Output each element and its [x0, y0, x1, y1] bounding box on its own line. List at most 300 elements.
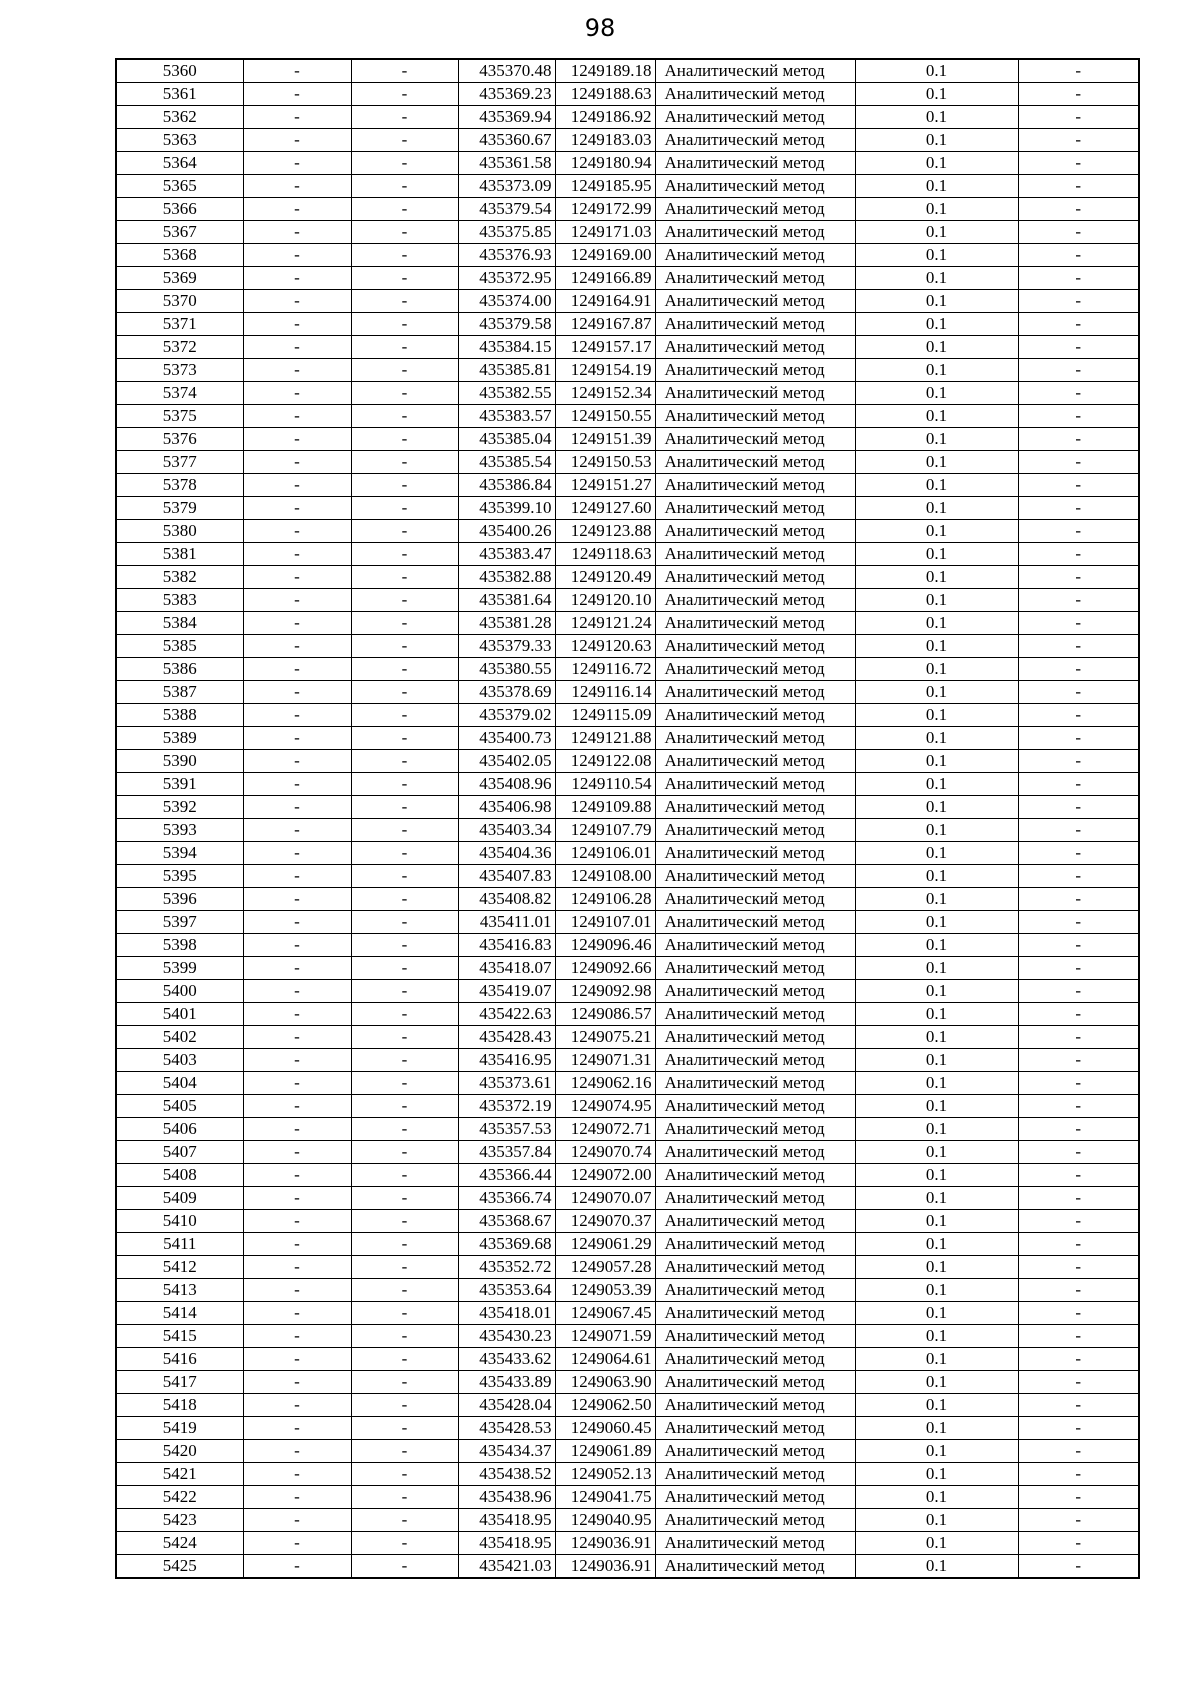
point-number-cell: 5402	[116, 1026, 243, 1049]
point-number-cell: 5412	[116, 1256, 243, 1279]
y-coordinate-cell: 1249063.90	[555, 1371, 655, 1394]
dash-cell: -	[1018, 819, 1139, 842]
accuracy-cell: 0.1	[855, 934, 1018, 957]
accuracy-cell: 0.1	[855, 359, 1018, 382]
dash-cell: -	[351, 1049, 458, 1072]
table-row	[116, 911, 1139, 934]
point-number-cell: 5384	[116, 612, 243, 635]
x-coordinate-cell: 435434.37	[458, 1440, 555, 1463]
point-number-cell: 5396	[116, 888, 243, 911]
y-coordinate-cell: 1249061.89	[555, 1440, 655, 1463]
accuracy-cell: 0.1	[855, 1555, 1018, 1579]
dash-cell: -	[1018, 83, 1139, 106]
dash-cell: -	[351, 59, 458, 83]
point-number-cell: 5386	[116, 658, 243, 681]
accuracy-cell: 0.1	[855, 1440, 1018, 1463]
dash-cell: -	[351, 267, 458, 290]
table-row	[116, 888, 1139, 911]
dash-cell: -	[1018, 244, 1139, 267]
x-coordinate-cell: 435402.05	[458, 750, 555, 773]
table-row	[116, 980, 1139, 1003]
dash-cell: -	[1018, 1440, 1139, 1463]
y-coordinate-cell: 1249107.01	[555, 911, 655, 934]
dash-cell: -	[243, 980, 351, 1003]
method-cell: Аналитический метод	[655, 681, 855, 704]
dash-cell: -	[1018, 1233, 1139, 1256]
y-coordinate-cell: 1249120.63	[555, 635, 655, 658]
table-row	[116, 1141, 1139, 1164]
table-row	[116, 957, 1139, 980]
table-row	[116, 1509, 1139, 1532]
method-cell: Аналитический метод	[655, 1003, 855, 1026]
accuracy-cell: 0.1	[855, 1486, 1018, 1509]
dash-cell: -	[1018, 842, 1139, 865]
method-cell: Аналитический метод	[655, 359, 855, 382]
x-coordinate-cell: 435385.54	[458, 451, 555, 474]
dash-cell: -	[1018, 1532, 1139, 1555]
dash-cell: -	[351, 819, 458, 842]
method-cell: Аналитический метод	[655, 1394, 855, 1417]
accuracy-cell: 0.1	[855, 152, 1018, 175]
x-coordinate-cell: 435373.09	[458, 175, 555, 198]
x-coordinate-cell: 435411.01	[458, 911, 555, 934]
point-number-cell: 5415	[116, 1325, 243, 1348]
y-coordinate-cell: 1249164.91	[555, 290, 655, 313]
dash-cell: -	[1018, 1187, 1139, 1210]
y-coordinate-cell: 1249150.55	[555, 405, 655, 428]
accuracy-cell: 0.1	[855, 83, 1018, 106]
table-row	[116, 175, 1139, 198]
table-row	[116, 1003, 1139, 1026]
dash-cell: -	[1018, 313, 1139, 336]
method-cell: Аналитический метод	[655, 1049, 855, 1072]
dash-cell: -	[243, 612, 351, 635]
table-row	[116, 83, 1139, 106]
dash-cell: -	[243, 428, 351, 451]
dash-cell: -	[1018, 129, 1139, 152]
table-row	[116, 934, 1139, 957]
method-cell: Аналитический метод	[655, 1141, 855, 1164]
x-coordinate-cell: 435433.89	[458, 1371, 555, 1394]
table-row	[116, 1325, 1139, 1348]
x-coordinate-cell: 435403.34	[458, 819, 555, 842]
dash-cell: -	[1018, 474, 1139, 497]
method-cell: Аналитический метод	[655, 543, 855, 566]
table-row	[116, 313, 1139, 336]
point-number-cell: 5408	[116, 1164, 243, 1187]
dash-cell: -	[243, 313, 351, 336]
dash-cell: -	[1018, 152, 1139, 175]
dash-cell: -	[351, 1233, 458, 1256]
dash-cell: -	[1018, 980, 1139, 1003]
dash-cell: -	[243, 1463, 351, 1486]
y-coordinate-cell: 1249115.09	[555, 704, 655, 727]
x-coordinate-cell: 435399.10	[458, 497, 555, 520]
dash-cell: -	[243, 244, 351, 267]
dash-cell: -	[351, 796, 458, 819]
point-number-cell: 5375	[116, 405, 243, 428]
y-coordinate-cell: 1249092.66	[555, 957, 655, 980]
dash-cell: -	[351, 911, 458, 934]
accuracy-cell: 0.1	[855, 129, 1018, 152]
dash-cell: -	[351, 1095, 458, 1118]
y-coordinate-cell: 1249075.21	[555, 1026, 655, 1049]
dash-cell: -	[1018, 1509, 1139, 1532]
dash-cell: -	[1018, 888, 1139, 911]
point-number-cell: 5380	[116, 520, 243, 543]
dash-cell: -	[351, 428, 458, 451]
dash-cell: -	[1018, 428, 1139, 451]
dash-cell: -	[1018, 1256, 1139, 1279]
x-coordinate-cell: 435433.62	[458, 1348, 555, 1371]
dash-cell: -	[351, 405, 458, 428]
y-coordinate-cell: 1249186.92	[555, 106, 655, 129]
x-coordinate-cell: 435421.03	[458, 1555, 555, 1579]
method-cell: Аналитический метод	[655, 313, 855, 336]
dash-cell: -	[243, 1417, 351, 1440]
point-number-cell: 5366	[116, 198, 243, 221]
dash-cell: -	[351, 1348, 458, 1371]
dash-cell: -	[243, 359, 351, 382]
dash-cell: -	[1018, 543, 1139, 566]
dash-cell: -	[1018, 359, 1139, 382]
dash-cell: -	[243, 1072, 351, 1095]
dash-cell: -	[243, 1325, 351, 1348]
method-cell: Аналитический метод	[655, 152, 855, 175]
point-number-cell: 5376	[116, 428, 243, 451]
method-cell: Аналитический метод	[655, 1555, 855, 1579]
x-coordinate-cell: 435428.53	[458, 1417, 555, 1440]
dash-cell: -	[1018, 1279, 1139, 1302]
accuracy-cell: 0.1	[855, 520, 1018, 543]
y-coordinate-cell: 1249086.57	[555, 1003, 655, 1026]
point-number-cell: 5389	[116, 727, 243, 750]
method-cell: Аналитический метод	[655, 911, 855, 934]
point-number-cell: 5364	[116, 152, 243, 175]
point-number-cell: 5398	[116, 934, 243, 957]
y-coordinate-cell: 1249180.94	[555, 152, 655, 175]
table-row	[116, 152, 1139, 175]
dash-cell: -	[351, 497, 458, 520]
y-coordinate-cell: 1249151.39	[555, 428, 655, 451]
method-cell: Аналитический метод	[655, 865, 855, 888]
x-coordinate-cell: 435372.19	[458, 1095, 555, 1118]
accuracy-cell: 0.1	[855, 727, 1018, 750]
table-row	[116, 635, 1139, 658]
dash-cell: -	[351, 175, 458, 198]
accuracy-cell: 0.1	[855, 106, 1018, 129]
dash-cell: -	[1018, 911, 1139, 934]
accuracy-cell: 0.1	[855, 1532, 1018, 1555]
accuracy-cell: 0.1	[855, 497, 1018, 520]
x-coordinate-cell: 435382.55	[458, 382, 555, 405]
x-coordinate-cell: 435408.96	[458, 773, 555, 796]
table-row	[116, 221, 1139, 244]
point-number-cell: 5410	[116, 1210, 243, 1233]
point-number-cell: 5361	[116, 83, 243, 106]
dash-cell: -	[1018, 796, 1139, 819]
point-number-cell: 5374	[116, 382, 243, 405]
accuracy-cell: 0.1	[855, 474, 1018, 497]
table-row	[116, 1417, 1139, 1440]
dash-cell: -	[351, 1256, 458, 1279]
y-coordinate-cell: 1249171.03	[555, 221, 655, 244]
x-coordinate-cell: 435360.67	[458, 129, 555, 152]
dash-cell: -	[351, 1279, 458, 1302]
dash-cell: -	[243, 290, 351, 313]
x-coordinate-cell: 435379.54	[458, 198, 555, 221]
table-row	[116, 1463, 1139, 1486]
dash-cell: -	[1018, 1003, 1139, 1026]
method-cell: Аналитический метод	[655, 1417, 855, 1440]
x-coordinate-cell: 435386.84	[458, 474, 555, 497]
method-cell: Аналитический метод	[655, 474, 855, 497]
dash-cell: -	[351, 1003, 458, 1026]
accuracy-cell: 0.1	[855, 1325, 1018, 1348]
x-coordinate-cell: 435369.68	[458, 1233, 555, 1256]
method-cell: Аналитический метод	[655, 980, 855, 1003]
table-row	[116, 1072, 1139, 1095]
table-row	[116, 1187, 1139, 1210]
accuracy-cell: 0.1	[855, 842, 1018, 865]
point-number-cell: 5416	[116, 1348, 243, 1371]
method-cell: Аналитический метод	[655, 59, 855, 83]
method-cell: Аналитический метод	[655, 1440, 855, 1463]
x-coordinate-cell: 435400.26	[458, 520, 555, 543]
y-coordinate-cell: 1249096.46	[555, 934, 655, 957]
dash-cell: -	[1018, 681, 1139, 704]
x-coordinate-cell: 435383.47	[458, 543, 555, 566]
accuracy-cell: 0.1	[855, 566, 1018, 589]
accuracy-cell: 0.1	[855, 1049, 1018, 1072]
point-number-cell: 5425	[116, 1555, 243, 1579]
dash-cell: -	[1018, 520, 1139, 543]
method-cell: Аналитический метод	[655, 704, 855, 727]
dash-cell: -	[351, 1141, 458, 1164]
dash-cell: -	[243, 1026, 351, 1049]
dash-cell: -	[243, 635, 351, 658]
x-coordinate-cell: 435400.73	[458, 727, 555, 750]
method-cell: Аналитический метод	[655, 566, 855, 589]
y-coordinate-cell: 1249036.91	[555, 1532, 655, 1555]
dash-cell: -	[243, 382, 351, 405]
dash-cell: -	[351, 83, 458, 106]
table-row	[116, 681, 1139, 704]
x-coordinate-cell: 435406.98	[458, 796, 555, 819]
dash-cell: -	[243, 520, 351, 543]
dash-cell: -	[243, 1371, 351, 1394]
y-coordinate-cell: 1249121.88	[555, 727, 655, 750]
method-cell: Аналитический метод	[655, 428, 855, 451]
method-cell: Аналитический метод	[655, 1072, 855, 1095]
dash-cell: -	[351, 152, 458, 175]
table-body	[116, 59, 1139, 1578]
table-row	[116, 428, 1139, 451]
table-row	[116, 129, 1139, 152]
accuracy-cell: 0.1	[855, 1279, 1018, 1302]
y-coordinate-cell: 1249127.60	[555, 497, 655, 520]
accuracy-cell: 0.1	[855, 957, 1018, 980]
table-row	[116, 612, 1139, 635]
dash-cell: -	[1018, 1049, 1139, 1072]
point-number-cell: 5409	[116, 1187, 243, 1210]
dash-cell: -	[1018, 1394, 1139, 1417]
coordinates-table	[115, 58, 1140, 1579]
point-number-cell: 5363	[116, 129, 243, 152]
accuracy-cell: 0.1	[855, 1463, 1018, 1486]
method-cell: Аналитический метод	[655, 244, 855, 267]
point-number-cell: 5414	[116, 1302, 243, 1325]
dash-cell: -	[243, 267, 351, 290]
y-coordinate-cell: 1249040.95	[555, 1509, 655, 1532]
dash-cell: -	[351, 1302, 458, 1325]
accuracy-cell: 0.1	[855, 1256, 1018, 1279]
dash-cell: -	[351, 1026, 458, 1049]
dash-cell: -	[351, 957, 458, 980]
method-cell: Аналитический метод	[655, 1210, 855, 1233]
x-coordinate-cell: 435353.64	[458, 1279, 555, 1302]
dash-cell: -	[351, 1210, 458, 1233]
point-number-cell: 5413	[116, 1279, 243, 1302]
method-cell: Аналитический метод	[655, 1187, 855, 1210]
method-cell: Аналитический метод	[655, 819, 855, 842]
dash-cell: -	[243, 1233, 351, 1256]
point-number-cell: 5370	[116, 290, 243, 313]
dash-cell: -	[351, 221, 458, 244]
dash-cell: -	[243, 1509, 351, 1532]
x-coordinate-cell: 435404.36	[458, 842, 555, 865]
dash-cell: -	[243, 796, 351, 819]
accuracy-cell: 0.1	[855, 175, 1018, 198]
method-cell: Аналитический метод	[655, 589, 855, 612]
dash-cell: -	[1018, 1026, 1139, 1049]
dash-cell: -	[1018, 1486, 1139, 1509]
x-coordinate-cell: 435385.81	[458, 359, 555, 382]
accuracy-cell: 0.1	[855, 1141, 1018, 1164]
table-row	[116, 1348, 1139, 1371]
table-row	[116, 244, 1139, 267]
x-coordinate-cell: 435378.69	[458, 681, 555, 704]
accuracy-cell: 0.1	[855, 1302, 1018, 1325]
table-row	[116, 543, 1139, 566]
dash-cell: -	[243, 1118, 351, 1141]
table-row	[116, 267, 1139, 290]
y-coordinate-cell: 1249107.79	[555, 819, 655, 842]
point-number-cell: 5407	[116, 1141, 243, 1164]
point-number-cell: 5390	[116, 750, 243, 773]
accuracy-cell: 0.1	[855, 1164, 1018, 1187]
method-cell: Аналитический метод	[655, 106, 855, 129]
dash-cell: -	[351, 1486, 458, 1509]
x-coordinate-cell: 435428.04	[458, 1394, 555, 1417]
x-coordinate-cell: 435379.33	[458, 635, 555, 658]
x-coordinate-cell: 435368.67	[458, 1210, 555, 1233]
dash-cell: -	[243, 1302, 351, 1325]
x-coordinate-cell: 435375.85	[458, 221, 555, 244]
dash-cell: -	[243, 59, 351, 83]
dash-cell: -	[351, 612, 458, 635]
y-coordinate-cell: 1249152.34	[555, 382, 655, 405]
method-cell: Аналитический метод	[655, 221, 855, 244]
dash-cell: -	[351, 704, 458, 727]
dash-cell: -	[351, 635, 458, 658]
point-number-cell: 5377	[116, 451, 243, 474]
x-coordinate-cell: 435382.88	[458, 566, 555, 589]
x-coordinate-cell: 435428.43	[458, 1026, 555, 1049]
accuracy-cell: 0.1	[855, 1417, 1018, 1440]
method-cell: Аналитический метод	[655, 129, 855, 152]
y-coordinate-cell: 1249172.99	[555, 198, 655, 221]
y-coordinate-cell: 1249109.88	[555, 796, 655, 819]
y-coordinate-cell: 1249108.00	[555, 865, 655, 888]
method-cell: Аналитический метод	[655, 934, 855, 957]
dash-cell: -	[351, 451, 458, 474]
dash-cell: -	[243, 336, 351, 359]
dash-cell: -	[351, 359, 458, 382]
y-coordinate-cell: 1249166.89	[555, 267, 655, 290]
x-coordinate-cell: 435366.74	[458, 1187, 555, 1210]
x-coordinate-cell: 435372.95	[458, 267, 555, 290]
dash-cell: -	[1018, 1371, 1139, 1394]
dash-cell: -	[243, 773, 351, 796]
x-coordinate-cell: 435379.02	[458, 704, 555, 727]
dash-cell: -	[1018, 1325, 1139, 1348]
x-coordinate-cell: 435379.58	[458, 313, 555, 336]
table-row	[116, 474, 1139, 497]
y-coordinate-cell: 1249057.28	[555, 1256, 655, 1279]
table-row	[116, 497, 1139, 520]
dash-cell: -	[351, 290, 458, 313]
dash-cell: -	[243, 1141, 351, 1164]
page-number: 98	[584, 14, 616, 42]
x-coordinate-cell: 435376.93	[458, 244, 555, 267]
dash-cell: -	[243, 1187, 351, 1210]
table-row	[116, 1371, 1139, 1394]
method-cell: Аналитический метод	[655, 1302, 855, 1325]
y-coordinate-cell: 1249183.03	[555, 129, 655, 152]
point-number-cell: 5394	[116, 842, 243, 865]
y-coordinate-cell: 1249189.18	[555, 59, 655, 83]
dash-cell: -	[243, 1555, 351, 1579]
accuracy-cell: 0.1	[855, 773, 1018, 796]
dash-cell: -	[1018, 727, 1139, 750]
point-number-cell: 5382	[116, 566, 243, 589]
y-coordinate-cell: 1249070.37	[555, 1210, 655, 1233]
table-row	[116, 1394, 1139, 1417]
dash-cell: -	[351, 658, 458, 681]
table-row	[116, 1302, 1139, 1325]
method-cell: Аналитический метод	[655, 658, 855, 681]
dash-cell: -	[243, 1095, 351, 1118]
dash-cell: -	[351, 543, 458, 566]
accuracy-cell: 0.1	[855, 405, 1018, 428]
method-cell: Аналитический метод	[655, 1118, 855, 1141]
x-coordinate-cell: 435381.64	[458, 589, 555, 612]
accuracy-cell: 0.1	[855, 1371, 1018, 1394]
dash-cell: -	[243, 658, 351, 681]
dash-cell: -	[1018, 59, 1139, 83]
accuracy-cell: 0.1	[855, 704, 1018, 727]
y-coordinate-cell: 1249041.75	[555, 1486, 655, 1509]
accuracy-cell: 0.1	[855, 1187, 1018, 1210]
dash-cell: -	[243, 474, 351, 497]
dash-cell: -	[243, 865, 351, 888]
point-number-cell: 5417	[116, 1371, 243, 1394]
dash-cell: -	[243, 497, 351, 520]
dash-cell: -	[351, 865, 458, 888]
y-coordinate-cell: 1249072.71	[555, 1118, 655, 1141]
x-coordinate-cell: 435380.55	[458, 658, 555, 681]
